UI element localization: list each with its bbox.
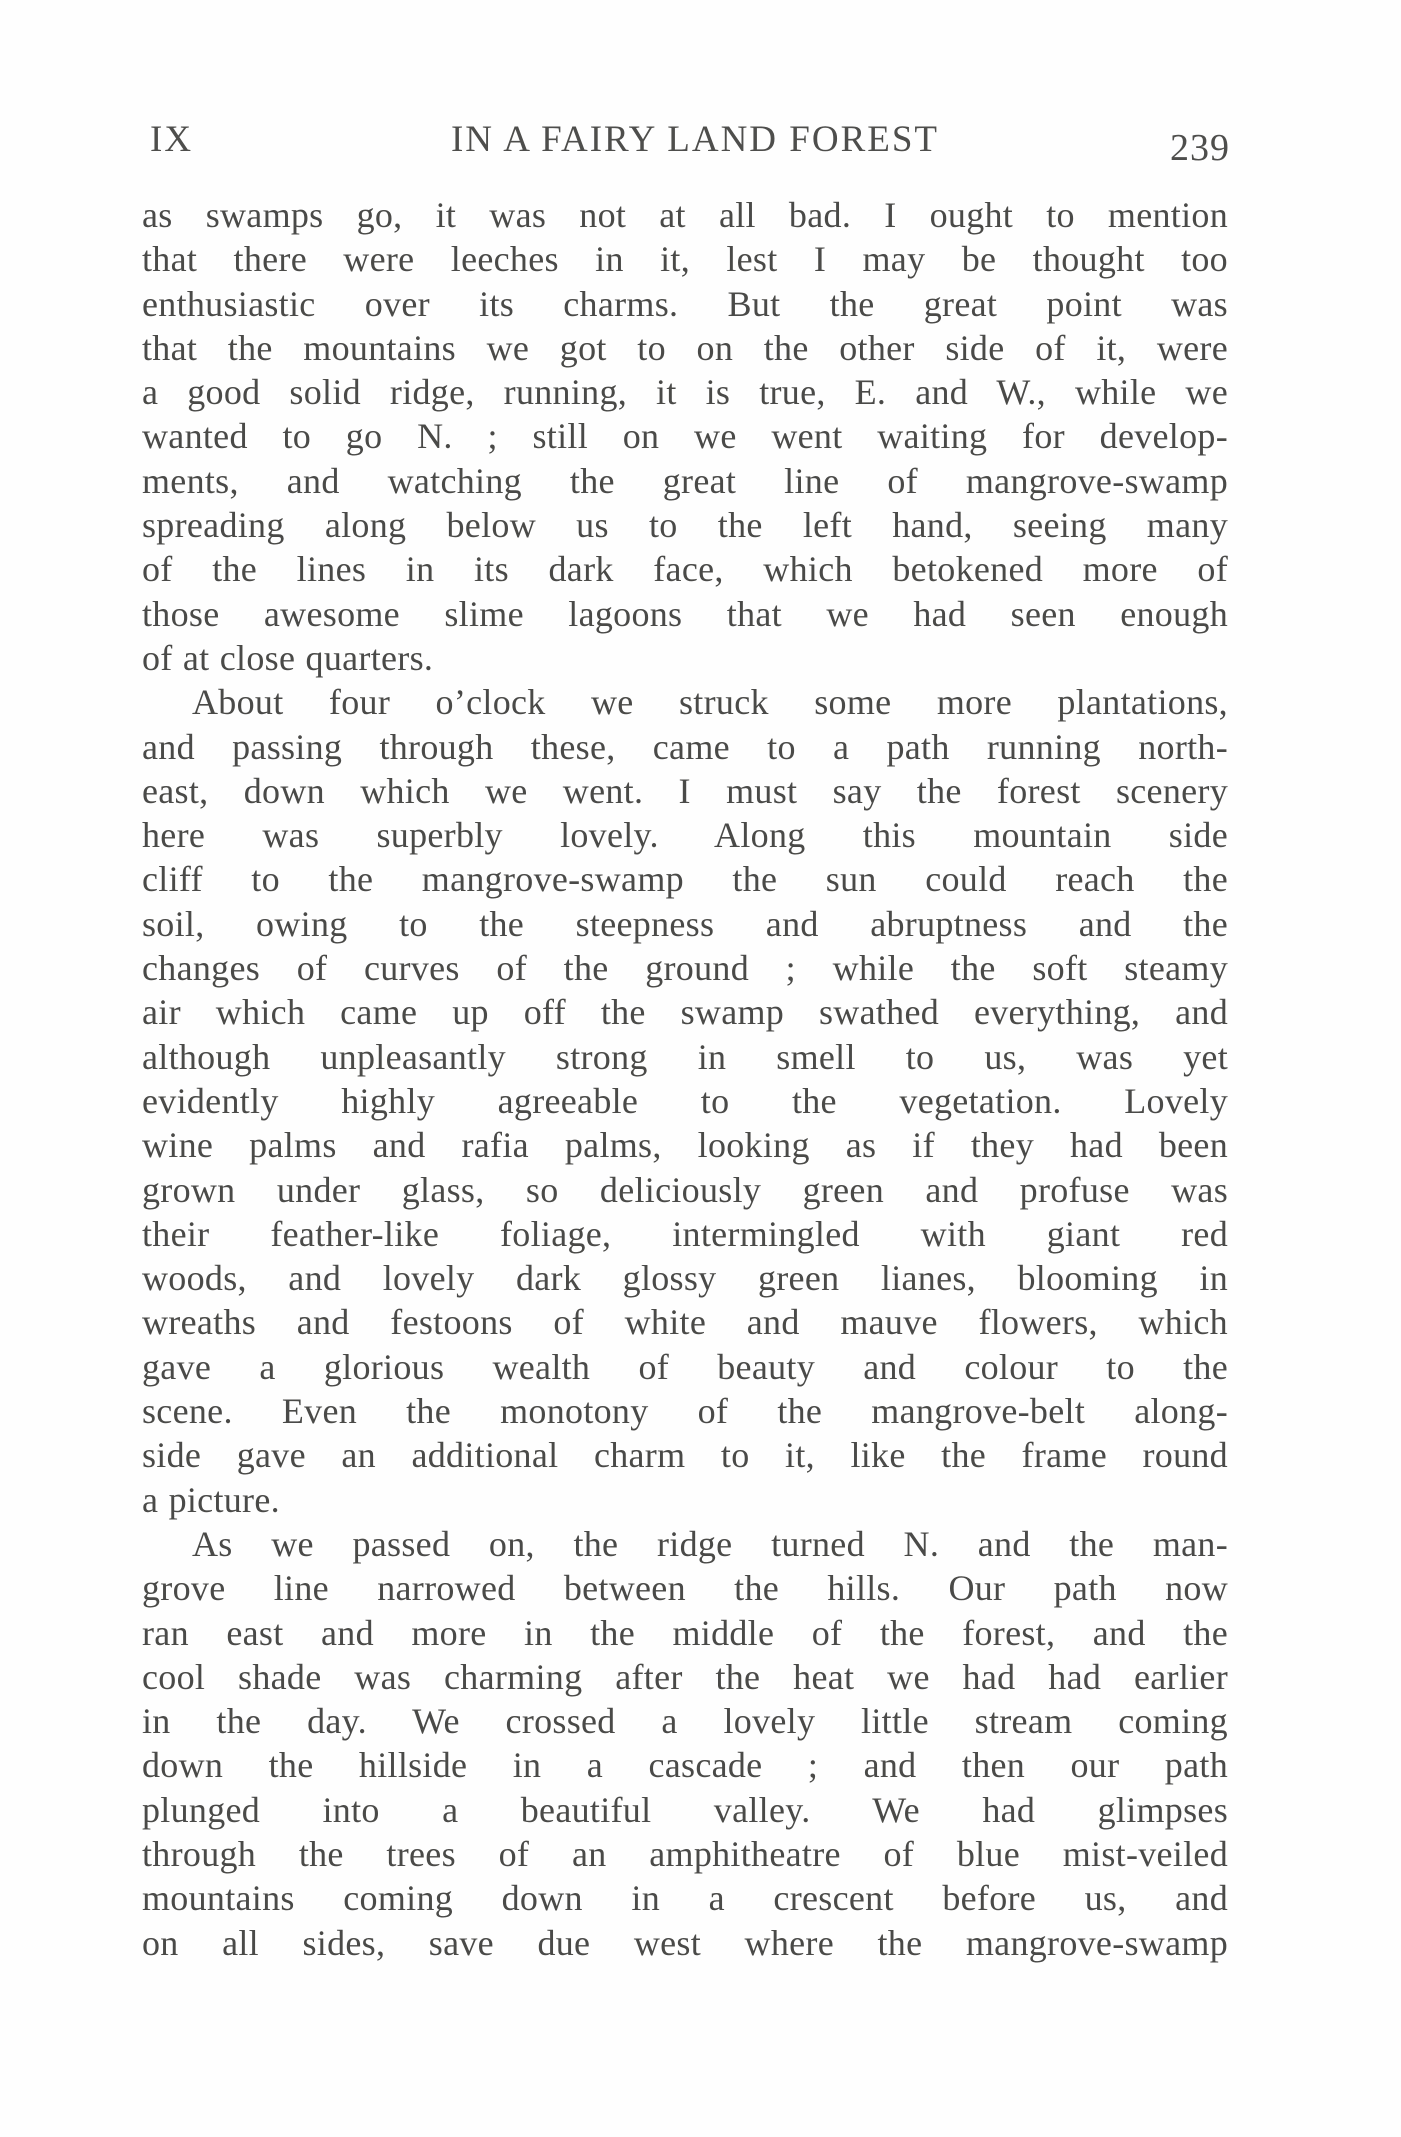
text-line: as swamps go, it was not at all bad. I ought to mention — [142, 195, 1228, 235]
text-line: As we passed on, the ridge turned N. and the man- — [192, 1523, 1228, 1564]
text-line: About four o’clock we struck some more plantations, — [192, 682, 1228, 723]
text-line: a picture. — [142, 1479, 280, 1520]
text-line: that there were leeches in it, lest I may be thought too — [142, 239, 1228, 280]
text-line: spreading along below us to the left hand, seeing many — [142, 505, 1228, 546]
text-line: gave a glorious wealth of beauty and colour to the — [142, 1346, 1228, 1387]
text-line: their feather-like foliage, intermingled with giant red — [142, 1213, 1228, 1254]
text-line: grown under glass, so deliciously green and profuse was — [142, 1169, 1228, 1210]
text-line: plunged into a beautiful valley. We had glimpses — [142, 1789, 1228, 1830]
text-line: down the hillside in a cascade ; and then our path — [142, 1745, 1228, 1786]
text-line: and passing through these, came to a path running north- — [142, 726, 1228, 767]
text-line: here was superbly lovely. Along this mountain side — [142, 815, 1228, 856]
text-line: although unpleasantly strong in smell to us, was yet — [142, 1036, 1228, 1077]
text-line: ments, and watching the great line of mangrove-swamp — [142, 460, 1228, 501]
text-line: evidently highly agreeable to the vegetation. Lovely — [142, 1080, 1228, 1121]
text-line: wanted to go N. ; still on we went waiting for develop- — [142, 416, 1228, 457]
text-line: of at close quarters. — [142, 637, 434, 678]
text-line: those awesome slime lagoons that we had seen enough — [142, 593, 1228, 634]
text-line: scene. Even the monotony of the mangrove-belt along- — [142, 1391, 1228, 1432]
text-line: mountains coming down in a crescent before us, and — [142, 1878, 1228, 1919]
text-line: grove line narrowed between the hills. Our path now — [142, 1568, 1228, 1609]
text-line: air which came up off the swamp swathed everything, and — [142, 992, 1228, 1033]
page-number: 239 — [1170, 127, 1230, 169]
text-line: cliff to the mangrove-swamp the sun could reach the — [142, 859, 1228, 900]
text-line: in the day. We crossed a lovely little stream coming — [142, 1701, 1228, 1742]
chapter-number: IX — [150, 119, 194, 160]
text-line: cool shade was charming after the heat we had had earlier — [142, 1656, 1228, 1697]
text-line: on all sides, save due west where the mangrove-swamp — [142, 1922, 1228, 1963]
running-head — [140, 118, 1230, 168]
text-line: wine palms and rafia palms, looking as if they had been — [142, 1125, 1228, 1166]
text-line: enthusiastic over its charms. But the great point was — [142, 283, 1228, 324]
text-line: woods, and lovely dark glossy green lianes, blooming in — [142, 1258, 1228, 1299]
text-line: through the trees of an amphitheatre of blue mist-veiled — [142, 1833, 1228, 1874]
text-line: side gave an additional charm to it, like the frame round — [142, 1435, 1228, 1476]
text-line: a good solid ridge, running, it is true, E. and W., while we — [142, 372, 1228, 413]
text-line: that the mountains we got to on the other side of it, were — [142, 327, 1228, 368]
text-line: east, down which we went. I must say the forest scenery — [142, 770, 1228, 811]
chapter-title: IN A FAIRY LAND FOREST — [450, 119, 940, 160]
text-line: wreaths and festoons of white and mauve flowers, which — [142, 1302, 1228, 1343]
text-line: ran east and more in the middle of the forest, and the — [142, 1612, 1228, 1653]
body-text — [142, 193, 1228, 1965]
text-line: soil, owing to the steepness and abruptness and the — [142, 903, 1228, 944]
text-line: of the lines in its dark face, which betokened more of — [142, 549, 1228, 590]
text-line: changes of curves of the ground ; while the soft steamy — [142, 948, 1228, 989]
